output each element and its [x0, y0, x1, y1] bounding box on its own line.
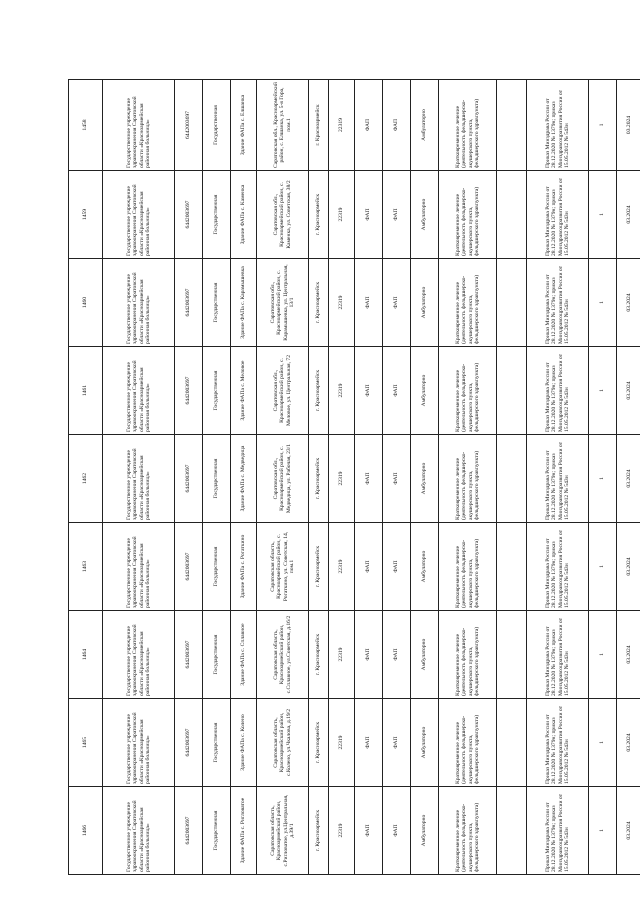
- cell-address: Саратовская область, Красноармейский район, с.Ригловатое, ул.Центральная, д.39/1: [257, 787, 309, 875]
- cell-date: 03.2024: [617, 80, 640, 171]
- cell-row-number: 1458: [69, 80, 103, 171]
- cell-date: 03.2024: [617, 787, 640, 875]
- cell-type-a: ФАП: [355, 171, 383, 259]
- cell-count: 1: [589, 80, 617, 171]
- cell-address: Саратовская обл., Красноармейский район, с. Каменка, ул. Советская, 38/2: [257, 171, 309, 259]
- cell-empty-row: [497, 347, 527, 435]
- cell-activity: Кратковременное лечение (деятельность фельдшерско-акушерского пункта, фельдшерского здравпункта): [439, 171, 497, 259]
- table-row-care-form: [411, 80, 439, 875]
- cell-inn: 6442003697: [175, 171, 203, 259]
- cell-empty-row: [497, 259, 527, 347]
- cell-code: 22319: [329, 347, 355, 435]
- table-row-row-number: [69, 80, 103, 875]
- cell-count: 1: [589, 435, 617, 523]
- cell-type-b: ФАП: [383, 787, 411, 875]
- cell-type-b: ФАП: [383, 699, 411, 787]
- cell-care-form: Амбулаторно: [411, 80, 439, 171]
- cell-code: 22319: [329, 259, 355, 347]
- cell-ownership: Государственная: [203, 523, 231, 611]
- cell-legal-basis: Приказ Минздрава России от 28.12.2020 № 1379н; приказ Минздравсоцразвития России от 15.05.2012 № 543н: [527, 523, 589, 611]
- cell-row-number: 1462: [69, 435, 103, 523]
- cell-type-b: ФАП: [383, 435, 411, 523]
- cell-city: г. Красноармейск: [309, 435, 329, 523]
- cell-type-b: ФАП: [383, 347, 411, 435]
- cell-count: 1: [589, 347, 617, 435]
- cell-type-b: ФАП: [383, 523, 411, 611]
- cell-empty-row: [497, 523, 527, 611]
- cell-type-a: ФАП: [355, 787, 383, 875]
- cell-building: Здание ФАПа с. Сплавное: [231, 611, 257, 699]
- cell-legal-basis: Приказ Минздрава России от 28.12.2020 № 1379н; приказ Минздравсоцразвития России от 15.05.2012 № 543н: [527, 259, 589, 347]
- table-row-type-b: [383, 80, 411, 875]
- cell-care-form: Амбулаторно: [411, 171, 439, 259]
- cell-row-number: 1465: [69, 699, 103, 787]
- cell-care-form: Амбулаторно: [411, 523, 439, 611]
- cell-inn: 6442003697: [175, 259, 203, 347]
- cell-institution: Государственное учреждение здравоохранения Саратовской области «Красноармейская районная больница»: [103, 171, 175, 259]
- table-row-activity: [439, 80, 497, 875]
- cell-address: Саратовская обл., Красноармейский район, с. Карамышевка, ул. Центральная, 13/1: [257, 259, 309, 347]
- cell-address: Саратовская область, Красноармейский район, с. Рогаткино, ул. Советская, 14, пом.1: [257, 523, 309, 611]
- cell-institution: Государственное учреждение здравоохранения Саратовской области «Красноармейская районная больница»: [103, 80, 175, 171]
- cell-code: 22319: [329, 435, 355, 523]
- cell-date: 03.2024: [617, 347, 640, 435]
- cell-legal-basis: Приказ Минздрава России от 28.12.2020 № 1379н; приказ Минздравсоцразвития России от 15.05.2012 № 543н: [527, 435, 589, 523]
- cell-building: Здание ФАПа с. Каменка: [231, 171, 257, 259]
- cell-address: Саратовская обл., Красноармейский район, с. Медведица, ул. Рабочая, 23/1: [257, 435, 309, 523]
- cell-code: 22319: [329, 787, 355, 875]
- table-row-building: [231, 80, 257, 875]
- cell-legal-basis: Приказ Минздрава России от 28.12.2020 № 1379н; приказ Минздравсоцразвития России от 15.05.2012 № 543н: [527, 347, 589, 435]
- cell-care-form: Амбулаторно: [411, 787, 439, 875]
- cell-type-b: ФАП: [383, 611, 411, 699]
- cell-institution: Государственное учреждение здравоохранения Саратовской области «Красноармейская районная больница»: [103, 523, 175, 611]
- cell-institution: Государственное учреждение здравоохранения Саратовской области «Красноармейская районная больница»: [103, 699, 175, 787]
- cell-type-a: ФАП: [355, 259, 383, 347]
- cell-legal-basis: Приказ Минздрава России от 28.12.2020 № 1379н; приказ Минздравсоцразвития России от 15.05.2012 № 543н: [527, 171, 589, 259]
- cell-ownership: Государственная: [203, 699, 231, 787]
- table-row-count: [589, 80, 617, 875]
- cell-city: г. Красноармейск: [309, 80, 329, 171]
- cell-row-number: 1461: [69, 347, 103, 435]
- cell-building: Здание ФАПа с. Колено: [231, 699, 257, 787]
- cell-care-form: Амбулаторно: [411, 611, 439, 699]
- cell-care-form: Амбулаторно: [411, 699, 439, 787]
- cell-building: Здание ФАПа с. Елшанка: [231, 80, 257, 171]
- cell-type-a: ФАП: [355, 523, 383, 611]
- cell-care-form: Амбулаторно: [411, 435, 439, 523]
- cell-institution: Государственное учреждение здравоохранения Саратовской области «Красноармейская районная больница»: [103, 611, 175, 699]
- cell-count: 1: [589, 523, 617, 611]
- cell-type-a: ФАП: [355, 611, 383, 699]
- cell-inn: 6442003697: [175, 347, 203, 435]
- cell-city: г. Красноармейск: [309, 523, 329, 611]
- cell-institution: Государственное учреждение здравоохранения Саратовской области «Красноармейская районная больница»: [103, 435, 175, 523]
- cell-row-number: 1463: [69, 523, 103, 611]
- cell-legal-basis: Приказ Минздрава России от 28.12.2020 № 1379н; приказ Минздравсоцразвития России от 15.05.2012 № 543н: [527, 611, 589, 699]
- cell-code: 22319: [329, 80, 355, 171]
- cell-date: 03.2024: [617, 171, 640, 259]
- cell-activity: Кратковременное лечение (деятельность фельдшерско-акушерского пункта, фельдшерского здравпункта): [439, 787, 497, 875]
- table-row-address: [257, 80, 309, 875]
- cell-row-number: 1464: [69, 611, 103, 699]
- cell-ownership: Государственная: [203, 80, 231, 171]
- cell-empty-row: [497, 611, 527, 699]
- cell-institution: Государственное учреждение здравоохранения Саратовской области «Красноармейская районная больница»: [103, 259, 175, 347]
- cell-care-form: Амбулаторно: [411, 259, 439, 347]
- cell-activity: Кратковременное лечение (деятельность фельдшерско-акушерского пункта, фельдшерского здравпункта): [439, 435, 497, 523]
- cell-activity: Кратковременное лечение (деятельность фельдшерско-акушерского пункта, фельдшерского здравпункта): [439, 523, 497, 611]
- cell-count: 1: [589, 699, 617, 787]
- cell-date: 03.2024: [617, 435, 640, 523]
- cell-date: 03.2024: [617, 699, 640, 787]
- table-row-empty-row: [497, 80, 527, 875]
- table-row-date: [617, 80, 640, 875]
- cell-care-form: Амбулаторно: [411, 347, 439, 435]
- cell-type-a: ФАП: [355, 435, 383, 523]
- cell-ownership: Государственная: [203, 171, 231, 259]
- cell-ownership: Государственная: [203, 435, 231, 523]
- cell-inn: 6442003697: [175, 699, 203, 787]
- table-row-inn: [175, 80, 203, 875]
- cell-address: Саратовская область, Красноармейский район, с.Колено, ул.Чкалова, д.19/2: [257, 699, 309, 787]
- cell-building: Здание ФАПа с. Меловое: [231, 347, 257, 435]
- cell-inn: 6442003697: [175, 80, 203, 171]
- table-row-institution: [103, 80, 175, 875]
- cell-type-a: ФАП: [355, 80, 383, 171]
- cell-inn: 6442003697: [175, 787, 203, 875]
- cell-city: г. Красноармейск: [309, 259, 329, 347]
- cell-empty-row: [497, 80, 527, 171]
- cell-city: г. Красноармейск: [309, 699, 329, 787]
- cell-city: г. Красноармейск: [309, 611, 329, 699]
- cell-row-number: 1466: [69, 787, 103, 875]
- cell-building: Здание ФАПа с. Карамышевка: [231, 259, 257, 347]
- cell-address: Саратовская обл., Красноармейский район, с. Меловое, ул. Центральная, 72: [257, 347, 309, 435]
- cell-legal-basis: Приказ Минздрава России от 28.12.2020 № 1379н; приказ Минздравсоцразвития России от 15.05.2012 № 543н: [527, 699, 589, 787]
- cell-building: Здание ФАПа с. Ригловатое: [231, 787, 257, 875]
- cell-code: 22319: [329, 699, 355, 787]
- cell-building: Здание ФАПа с. Рогаткино: [231, 523, 257, 611]
- cell-address: Саратовская область, Красноармейский район, с.Сплавное, ул.Советская, д.16/2: [257, 611, 309, 699]
- table-body: [69, 80, 640, 875]
- cell-type-a: ФАП: [355, 699, 383, 787]
- cell-legal-basis: Приказ Минздрава России от 28.12.2020 № 1379н; приказ Минздравсоцразвития России от 15.05.2012 № 543н: [527, 80, 589, 171]
- cell-date: 03.2024: [617, 611, 640, 699]
- table-row-city: [309, 80, 329, 875]
- cell-ownership: Государственная: [203, 787, 231, 875]
- cell-city: г. Красноармейск: [309, 787, 329, 875]
- cell-count: 1: [589, 259, 617, 347]
- cell-activity: Кратковременное лечение (деятельность фельдшерско-акушерского пункта, фельдшерского здравпункта): [439, 259, 497, 347]
- cell-address: Саратовская обл., Красноармейский район, с. Елшанка, ул. 5-я Гора, пом.1: [257, 80, 309, 171]
- cell-institution: Государственное учреждение здравоохранения Саратовской области «Красноармейская районная больница»: [103, 787, 175, 875]
- cell-type-a: ФАП: [355, 347, 383, 435]
- table-row-ownership: [203, 80, 231, 875]
- cell-type-b: ФАП: [383, 171, 411, 259]
- cell-empty-row: [497, 699, 527, 787]
- cell-city: г. Красноармейск: [309, 347, 329, 435]
- cell-inn: 6442003697: [175, 611, 203, 699]
- cell-type-b: ФАП: [383, 80, 411, 171]
- cell-row-number: 1460: [69, 259, 103, 347]
- cell-activity: Кратковременное лечение (деятельность фельдшерско-акушерского пункта, фельдшерского здравпункта): [439, 611, 497, 699]
- table-row-type-a: [355, 80, 383, 875]
- cell-ownership: Государственная: [203, 347, 231, 435]
- cell-activity: Кратковременное лечение (деятельность фельдшерско-акушерского пункта, фельдшерского здравпункта): [439, 699, 497, 787]
- cell-code: 22319: [329, 523, 355, 611]
- cell-ownership: Государственная: [203, 611, 231, 699]
- facilities-table: [68, 79, 640, 875]
- table-row-code: [329, 80, 355, 875]
- cell-code: 22319: [329, 171, 355, 259]
- cell-empty-row: [497, 787, 527, 875]
- cell-count: 1: [589, 171, 617, 259]
- cell-activity: Кратковременное лечение (деятельность фельдшерско-акушерского пункта, фельдшерского здравпункта): [439, 347, 497, 435]
- cell-institution: Государственное учреждение здравоохранения Саратовской области «Красноармейская районная больница»: [103, 347, 175, 435]
- cell-inn: 6442003697: [175, 523, 203, 611]
- cell-activity: Кратковременное лечение (деятельность фельдшерско-акушерского пункта, фельдшерского здравпункта): [439, 80, 497, 171]
- cell-ownership: Государственная: [203, 259, 231, 347]
- cell-count: 1: [589, 611, 617, 699]
- cell-code: 22319: [329, 611, 355, 699]
- cell-building: Здание ФАПа с. Медведица: [231, 435, 257, 523]
- cell-empty-row: [497, 171, 527, 259]
- cell-date: 03.2024: [617, 259, 640, 347]
- table-row-legal-basis: [527, 80, 589, 875]
- cell-empty-row: [497, 435, 527, 523]
- cell-legal-basis: Приказ Минздрава России от 28.12.2020 № 1379н; приказ Минздравсоцразвития России от 15.05.2012 № 543н: [527, 787, 589, 875]
- cell-count: 1: [589, 787, 617, 875]
- cell-type-b: ФАП: [383, 259, 411, 347]
- cell-row-number: 1459: [69, 171, 103, 259]
- cell-city: г. Красноармейск: [309, 171, 329, 259]
- cell-inn: 6442003697: [175, 435, 203, 523]
- cell-date: 03.2024: [617, 523, 640, 611]
